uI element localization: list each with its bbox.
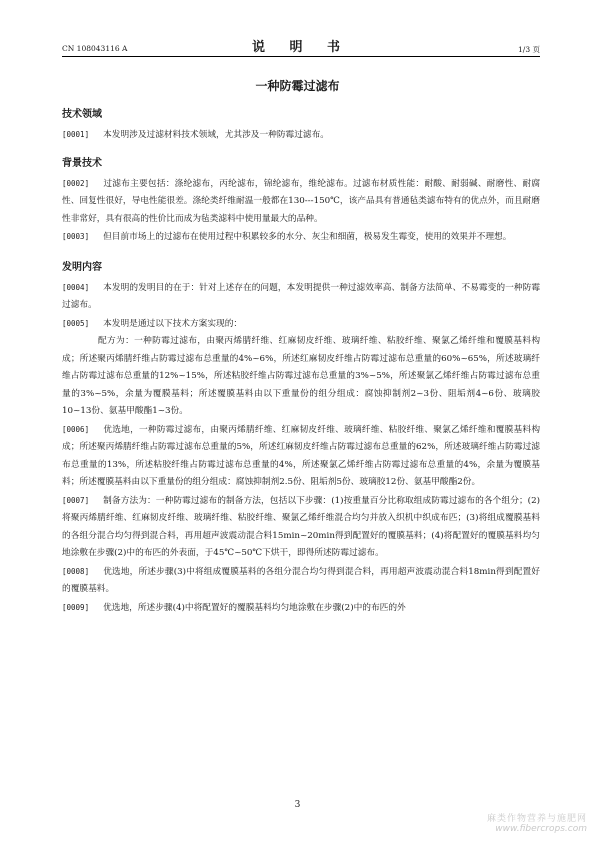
paragraph-number: [0006] xyxy=(62,424,90,434)
section-technical-field xyxy=(62,108,540,145)
paragraph xyxy=(62,563,540,599)
section-heading: 技术领域 xyxy=(62,109,102,120)
paragraph xyxy=(62,333,540,421)
paragraph xyxy=(62,279,540,315)
paragraph-number: [0008] xyxy=(62,566,90,576)
paragraph xyxy=(62,228,540,247)
paragraph-text: 本发明涉及过滤材料技术领域，尤其涉及一种防霉过滤布。 xyxy=(103,130,329,140)
paragraph-text: 本发明是通过以下技术方案实现的： xyxy=(103,318,243,329)
section-heading: 发明内容 xyxy=(62,261,102,273)
paragraph-text: 优选地，一种防霉过滤布，由聚丙烯腈纤维、红麻韧皮纤维、玻璃纤维、粘胶纤维、聚氯乙烯纤维和覆膜基料构成；所述聚丙烯腈纤维占防霉过滤布总重量的5%，所述红麻韧皮纤维占防霉过滤布总重量的62%，所述玻璃纤维占防霉过滤布总重量的13%，所述粘胶纤维占防霉过滤布总重量的4%，所述聚氯乙烯纤维占防霉过滤布总重量的4%，余量为覆膜基料；所述覆膜基料由以下重量份的组分组成：腐蚀抑制剂2.5份、阻垢剂5份、玻璃胶12份、氨基甲酸酯2份。 xyxy=(62,424,540,487)
paragraph-number: [0003] xyxy=(62,232,90,241)
paragraph xyxy=(62,599,540,618)
paragraph-text: 配方为：一种防霉过滤布，由聚丙烯腈纤维、红麻韧皮纤维、玻璃纤维、粘胶纤维、聚氯乙烯纤维和覆膜基料构成；所述聚丙烯腈纤维占防霉过滤布总重量的4%~6%，所述红麻韧皮纤维占防霉过滤布总重量的60%~65%，所述玻璃纤维占防霉过滤布总重量的12%~15%，所述粘胶纤维占防霉过滤布总重量的3%~5%，所述聚氯乙烯纤维占防霉过滤布总重量的3%~5%，余量为覆膜基料；所述覆膜基料由以下重量份的组分组成：腐蚀抑制剂2~3份、阻垢剂4~6份、玻璃胶10~13份、氨基甲酸酯1~3份。 xyxy=(62,336,540,416)
section-heading: 背景技术 xyxy=(62,157,102,169)
paragraph-text: 制备方法为：一种防霉过滤布的制备方法，包括以下步骤：(1)按重量百分比称取组成防霉过滤布的各个组分；(2)将聚丙烯腈纤维、红麻韧皮纤维、玻璃纤维、粘胶纤维、聚氯乙烯纤维混合均匀并放入织机中织成布匹；(3)将组成覆膜基料的各组分混合均匀得到混合料，再用超声波震动混合料15min~20min得到配置好的覆膜基料；(4)将配置好的覆膜基料均匀地涂敷在步骤(2)中的布匹的外表面，于45℃~50℃下烘干，即得所述防霉过滤布。 xyxy=(62,495,540,558)
paragraph xyxy=(62,315,540,334)
paragraph-text: 优选地，所述步骤(3)中将组成覆膜基料的各组分混合均匀得到混合料，再用超声波震动混合料18min得到配置好的覆膜基料。 xyxy=(62,566,540,594)
paragraph-number: [0005] xyxy=(62,318,90,328)
paragraph-number: [0007] xyxy=(62,495,90,505)
paragraph-number: [0009] xyxy=(62,602,90,612)
page-header xyxy=(62,34,540,57)
paragraph xyxy=(62,421,540,492)
document-title: 一种防霉过滤布 xyxy=(255,79,340,93)
paragraph-number: [0002] xyxy=(62,178,90,188)
watermark xyxy=(487,811,587,834)
section-invention-content xyxy=(62,261,540,618)
paragraph-text: 但目前市场上的过滤布在使用过程中积累较多的水分、灰尘和细菌，极易发生霉变，使用的效果并不理想。 xyxy=(103,232,512,242)
watermark-text: 麻类作物营养与施肥网 xyxy=(486,814,587,824)
paragraph-text: 本发明的发明目的在于：针对上述存在的问题，本发明提供一种过滤效率高、制备方法简单、不易霉变的一种防霉过滤布。 xyxy=(62,282,540,310)
paragraph xyxy=(62,492,540,563)
watermark-url: www.fibercrops.com xyxy=(495,824,587,834)
paragraph-text: 优选地，所述步骤(4)中将配置好的覆膜基料均匀地涂敷在步骤(2)中的布匹的外 xyxy=(103,602,406,613)
paragraph xyxy=(62,126,540,145)
paragraph-text: 过滤布主要包括：涤纶滤布，丙纶滤布，锦纶滤布，维纶滤布。过滤布材质性能：耐酸、耐弱碱、耐磨性、耐腐性、回复性很好，导电性能很差。涤纶类纤维耐温一般都在130---150℃，该产品具有普通毡类滤布特有的优点外，而且耐磨性非常好，具有很高的性价比而成为毡类滤料中使用量最大的品种。 xyxy=(62,178,540,224)
paragraph-number: [0001] xyxy=(62,130,90,139)
paragraph-number: [0004] xyxy=(62,282,90,292)
page-number: 3 xyxy=(294,800,301,810)
patent-number: CN 108043116 A xyxy=(62,44,128,53)
section-background xyxy=(62,157,540,247)
document-body xyxy=(62,108,540,617)
page-fraction: 1/3 页 xyxy=(518,45,540,54)
section-title: 说 明 书 xyxy=(251,40,351,55)
paragraph xyxy=(62,175,540,229)
